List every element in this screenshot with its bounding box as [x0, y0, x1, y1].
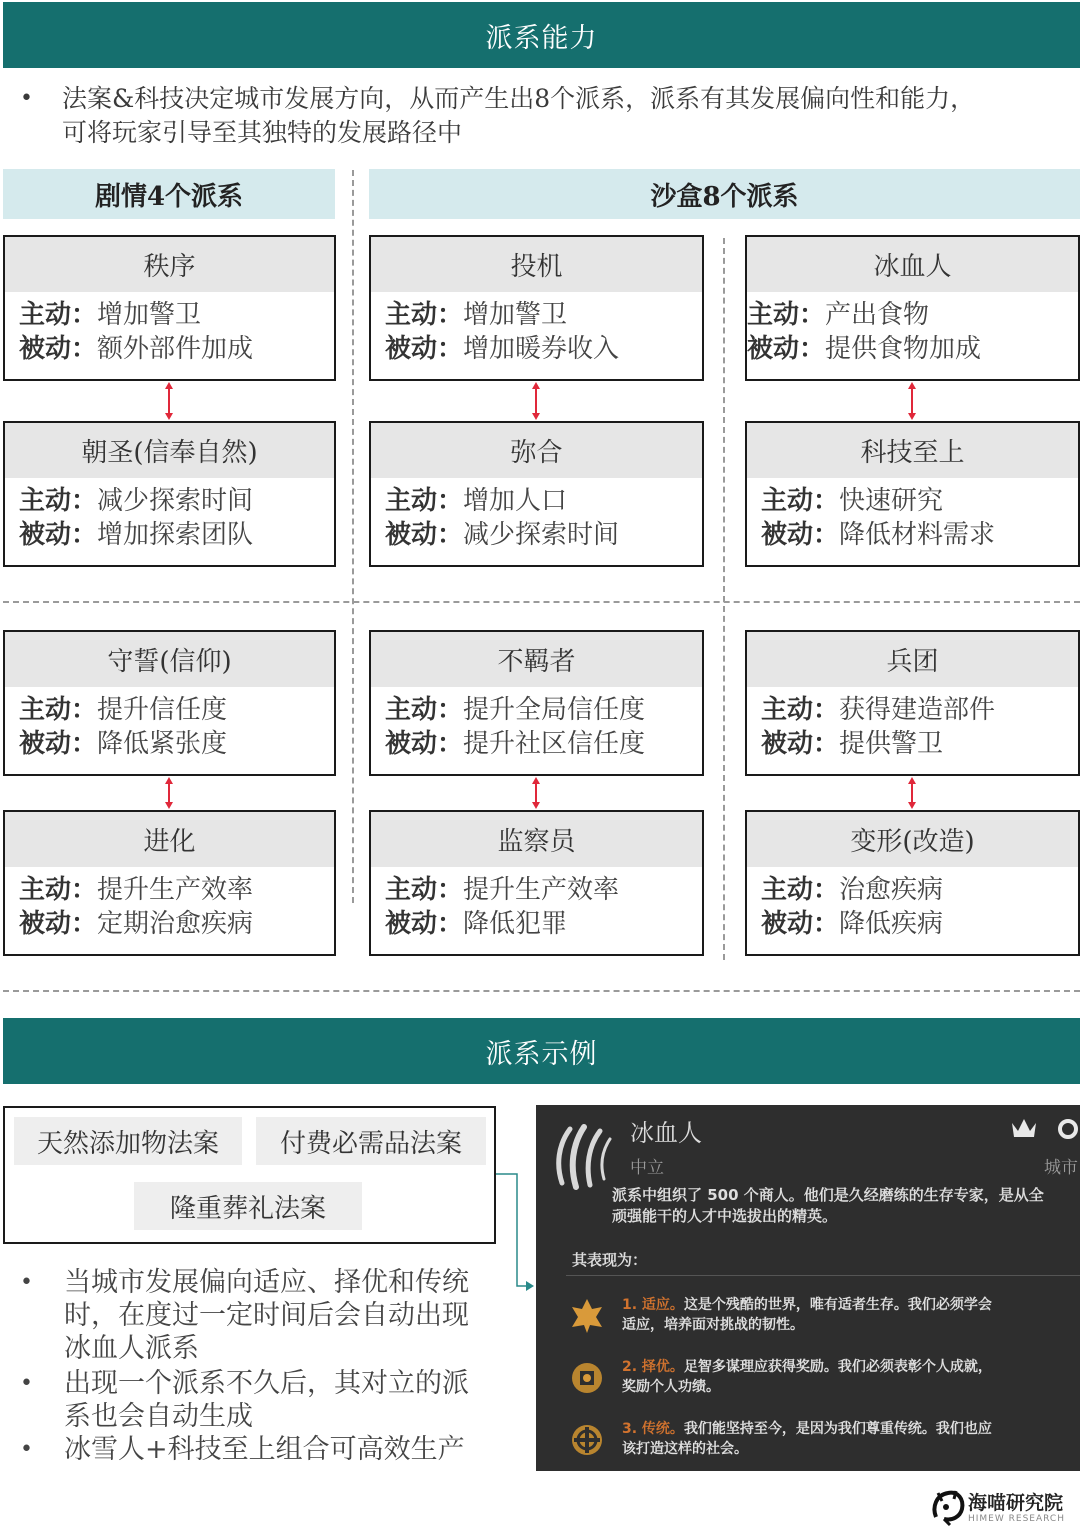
- passive-ability: 提升社区信任度: [463, 729, 646, 759]
- trait-item: 1. 适应。这是个残酷的世界，唯有适者生存。我们必须学会 适应，培养面对挑战的韧性。: [622, 1297, 992, 1333]
- intro-line-2: 可将玩家引导至其独特的发展路径中: [62, 118, 463, 147]
- note-text: 当城市发展偏向适应、择优和传统时，在度过一定时间后会自动出现冰血人派系: [64, 1267, 469, 1364]
- passive-ability: 增加探索团队: [97, 520, 254, 550]
- law-tag: 隆重葬礼法案: [134, 1182, 362, 1230]
- opposition-arrow: [531, 381, 541, 421]
- law-tag: 天然添加物法案: [14, 1117, 242, 1165]
- faction-name: 兵团: [747, 632, 1078, 687]
- game-faction-description: 派系中组织了 500 个商人。他们是久经磨练的生存专家，是从全 顽强能干的人才中选拔出的精英。: [612, 1186, 1044, 1225]
- faction-name: 秩序: [5, 237, 334, 292]
- faction-card-pilgrims: 朝圣(信奉自然) 主动：减少探索时间 被动：增加探索团队: [3, 421, 336, 567]
- active-ability: 增加警卫: [463, 300, 568, 330]
- opposition-arrow: [907, 776, 917, 810]
- column-divider: [352, 170, 354, 903]
- intro-paragraph: [20, 82, 1080, 152]
- section-banner-faction-example: [3, 1018, 1080, 1084]
- bullet: •: [20, 86, 33, 111]
- active-ability: 增加警卫: [97, 300, 202, 330]
- himew-research-logo: [930, 1485, 1080, 1529]
- merit-icon: [568, 1359, 606, 1397]
- opposition-arrow: [164, 776, 174, 810]
- active-ability: 提升全局信任度: [463, 695, 646, 725]
- faction-card-stalwarts: 不羁者 主动：提升全局信任度 被动：提升社区信任度: [369, 630, 704, 776]
- faction-name: 监察员: [371, 812, 702, 867]
- opposition-arrow: [164, 381, 174, 421]
- opposition-arrow: [531, 776, 541, 810]
- active-ability: 增加人口: [463, 486, 568, 516]
- faction-name: 投机: [371, 237, 702, 292]
- game-faction-screenshot: [536, 1105, 1080, 1471]
- active-ability: 产出食物: [825, 300, 930, 330]
- tradition-icon: [568, 1421, 606, 1459]
- game-traits-label: 其表现为：: [572, 1251, 648, 1269]
- passive-ability: 定期治愈疾病: [97, 909, 254, 939]
- faction-name: 变形(改造): [747, 812, 1078, 867]
- passive-ability: 减少探索时间: [463, 520, 620, 550]
- trait-item: 3. 传统。我们能坚持至今，是因为我们尊重传统。我们也应 该打造这样的社会。: [622, 1421, 992, 1457]
- active-ability: 提升生产效率: [463, 875, 620, 905]
- game-city-label: 城市: [1044, 1158, 1078, 1178]
- faction-card-transformation: 变形(改造) 主动：治愈疾病 被动：降低疾病: [745, 810, 1080, 956]
- faction-card-evolution: 进化 主动：提升生产效率 被动：定期治愈疾病: [3, 810, 336, 956]
- active-ability: 治愈疾病: [839, 875, 944, 905]
- laws-box: [3, 1106, 496, 1244]
- faction-name: 守誓(信仰): [5, 632, 334, 687]
- crown-icon: [1010, 1117, 1038, 1141]
- active-ability: 获得建造部件: [839, 695, 996, 725]
- gear-icon: [1056, 1117, 1080, 1141]
- section-banner-faction-abilities: [3, 2, 1080, 68]
- faction-name: 不羁者: [371, 632, 702, 687]
- game-faction-stance: 中立: [630, 1158, 664, 1178]
- logo-subtitle: HIMEW RESEARCH: [968, 1514, 1065, 1524]
- faction-name: 科技至上: [747, 423, 1078, 478]
- passive-ability: 降低紧张度: [97, 729, 228, 759]
- passive-ability: 降低疾病: [839, 909, 944, 939]
- faction-card-speculators: 投机 主动：增加警卫 被动：增加暖券收入: [369, 235, 704, 381]
- sandbox-factions-header: 沙盒8个派系: [369, 169, 1080, 219]
- passive-ability: 提供警卫: [839, 729, 944, 759]
- faction-name: 弥合: [371, 423, 702, 478]
- intro-line-1: 法案&科技决定城市发展方向，从而产生出8个派系，派系有其发展偏向性和能力，: [62, 84, 976, 113]
- story-factions-header: 剧情4个派系: [3, 169, 335, 219]
- faction-card-order: 秩序 主动：增加警卫 被动：额外部件加成: [3, 235, 336, 381]
- faction-name: 朝圣(信奉自然): [5, 423, 334, 478]
- active-ability: 减少探索时间: [97, 486, 254, 516]
- faction-card-faithkeepers: 守誓(信仰) 主动：提升信任度 被动：降低紧张度: [3, 630, 336, 776]
- banner-title: 派系能力: [485, 22, 598, 54]
- passive-ability: 降低犯罪: [463, 909, 568, 939]
- faction-card-technocrats: 科技至上 主动：快速研究 被动：降低材料需求: [745, 421, 1080, 567]
- banner-title: 派系示例: [485, 1038, 598, 1070]
- opposition-arrow: [907, 381, 917, 421]
- row-divider: [3, 601, 1080, 603]
- passive-ability: 额外部件加成: [97, 334, 254, 364]
- note-text: 出现一个派系不久后，其对立的派系也会自动生成: [64, 1368, 469, 1432]
- faction-name: 冰血人: [747, 237, 1078, 292]
- passive-ability: 降低材料需求: [839, 520, 996, 550]
- divider: [566, 1275, 1080, 1276]
- passive-ability: 提供食物加成: [825, 334, 982, 364]
- faction-card-reconciliation: 弥合 主动：增加人口 被动：减少探索时间: [369, 421, 704, 567]
- faction-card-frostblood: 冰血人 主动：产出食物 被动：提供食物加成: [745, 235, 1080, 381]
- passive-ability: 增加暖券收入: [463, 334, 620, 364]
- faction-card-overseers: 监察员 主动：提升生产效率 被动：降低犯罪: [369, 810, 704, 956]
- column-divider: [723, 238, 725, 960]
- claw-marks-icon: [548, 1121, 618, 1193]
- game-faction-name: 冰血人: [630, 1119, 702, 1147]
- law-tag: 付费必需品法案: [256, 1117, 486, 1165]
- logo-name: 海喵研究院: [968, 1492, 1064, 1514]
- section-divider: [3, 990, 1080, 992]
- connector-arrow: [496, 1168, 538, 1292]
- faction-card-legion: 兵团 主动：获得建造部件 被动：提供警卫: [745, 630, 1080, 776]
- active-ability: 提升信任度: [97, 695, 228, 725]
- adaptation-icon: [568, 1297, 606, 1335]
- trait-item: 2. 择优。足智多谋理应获得奖励。我们必须表彰个人成就， 奖励个人功绩。: [622, 1359, 992, 1395]
- cat-logo-icon: [930, 1487, 966, 1527]
- note-text: 冰雪人+科技至上组合可高效生产: [64, 1434, 465, 1465]
- faction-name: 进化: [5, 812, 334, 867]
- active-ability: 提升生产效率: [97, 875, 254, 905]
- active-ability: 快速研究: [839, 486, 944, 516]
